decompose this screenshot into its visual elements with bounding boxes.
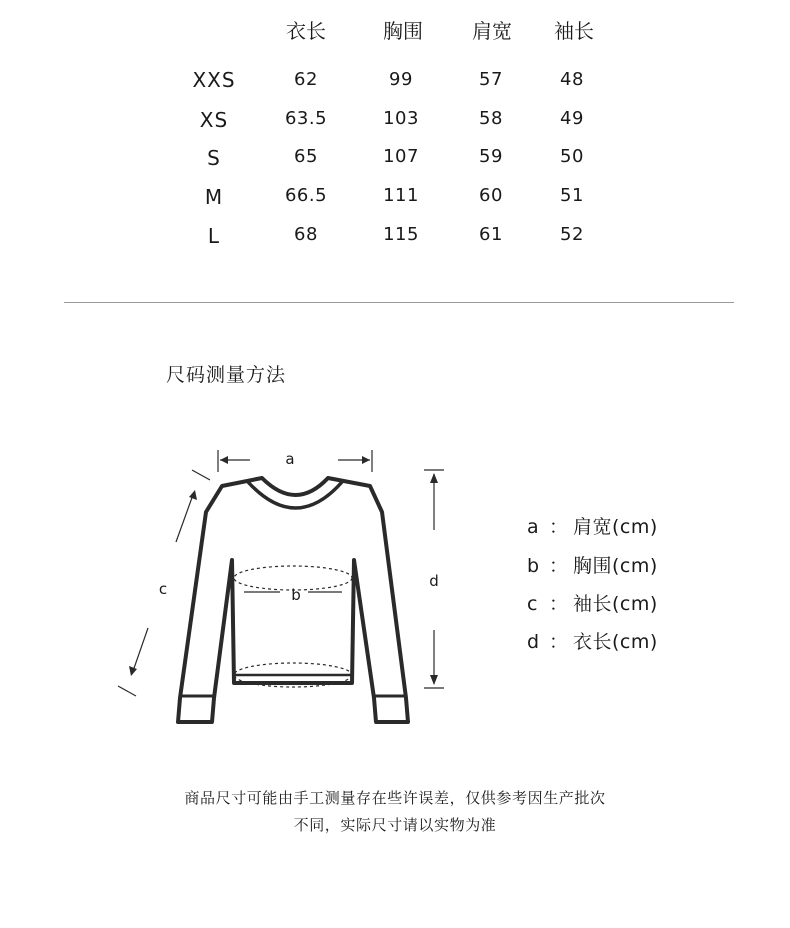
legend-item (527, 633, 658, 652)
size-label: L (207, 224, 221, 248)
arrow-head (220, 456, 228, 464)
table-cell: 48 (560, 69, 584, 90)
section-title: 尺码测量方法 (166, 364, 287, 386)
table-cell: 52 (560, 224, 584, 245)
legend-label: 肩宽(cm) (573, 516, 658, 538)
sleeve-tick-bottom (118, 686, 136, 696)
legend-colon: ： (549, 593, 569, 615)
table-cell: 63.5 (284, 108, 328, 129)
table-cell: 60 (479, 185, 503, 206)
table-cell: 59 (479, 146, 503, 167)
size-label: XS (199, 108, 229, 132)
size-table (0, 0, 790, 260)
disclaimer-line-2: 不同，实际尺寸请以实物为准 (293, 816, 497, 834)
size-label: M (204, 185, 224, 209)
legend-colon: ： (549, 516, 569, 538)
legend-item (527, 518, 658, 537)
legend-key: d (527, 631, 540, 653)
label-b: b (291, 586, 301, 604)
table-cell: 61 (479, 224, 503, 245)
table-cell: 49 (560, 108, 584, 129)
legend-key: a (527, 516, 540, 538)
sleeve-tick-top (192, 470, 210, 480)
table-cell: 107 (383, 146, 419, 167)
table-cell: 68 (294, 224, 318, 245)
table-cell: 50 (560, 146, 584, 167)
sleeve-line-bottom (132, 628, 148, 674)
size-label: S (207, 146, 221, 170)
table-cell: 57 (479, 69, 503, 90)
table-cell: 99 (389, 69, 413, 90)
legend-label: 胸围(cm) (573, 555, 658, 577)
size-label: XXS (192, 68, 236, 92)
table-cell: 115 (383, 224, 419, 245)
arrow-head (430, 675, 438, 685)
legend-item (527, 595, 658, 614)
label-d: d (429, 572, 439, 590)
section-divider (64, 302, 734, 303)
legend-key: b (527, 555, 540, 577)
legend-label: 衣长(cm) (573, 631, 658, 653)
table-cell: 58 (479, 108, 503, 129)
table-cell: 62 (294, 69, 318, 90)
arrow-head (430, 473, 438, 483)
table-cell: 103 (383, 108, 419, 129)
disclaimer-line-1: 商品尺寸可能由手工测量存在些许误差，仅供参考因生产批次 (184, 789, 606, 807)
sweater-diagram (0, 430, 790, 750)
legend-item (527, 557, 658, 576)
column-header-chest: 胸围 (383, 19, 423, 43)
legend-colon: ： (549, 555, 569, 577)
legend-colon: ： (549, 631, 569, 653)
table-cell: 111 (383, 185, 419, 206)
column-header-length: 衣长 (286, 19, 326, 43)
column-header-shoulder: 肩宽 (472, 19, 512, 43)
sleeve-line-top (176, 492, 194, 542)
column-header-sleeve: 袖长 (554, 19, 594, 43)
legend-key: c (527, 593, 538, 615)
arrow-head (129, 666, 137, 676)
legend-label: 袖长(cm) (573, 593, 658, 615)
table-cell: 65 (294, 146, 318, 167)
arrow-head (189, 490, 197, 500)
arrow-head (362, 456, 370, 464)
table-cell: 51 (560, 185, 584, 206)
label-a: a (285, 450, 295, 468)
table-cell: 66.5 (284, 185, 328, 206)
label-c: c (158, 580, 168, 598)
